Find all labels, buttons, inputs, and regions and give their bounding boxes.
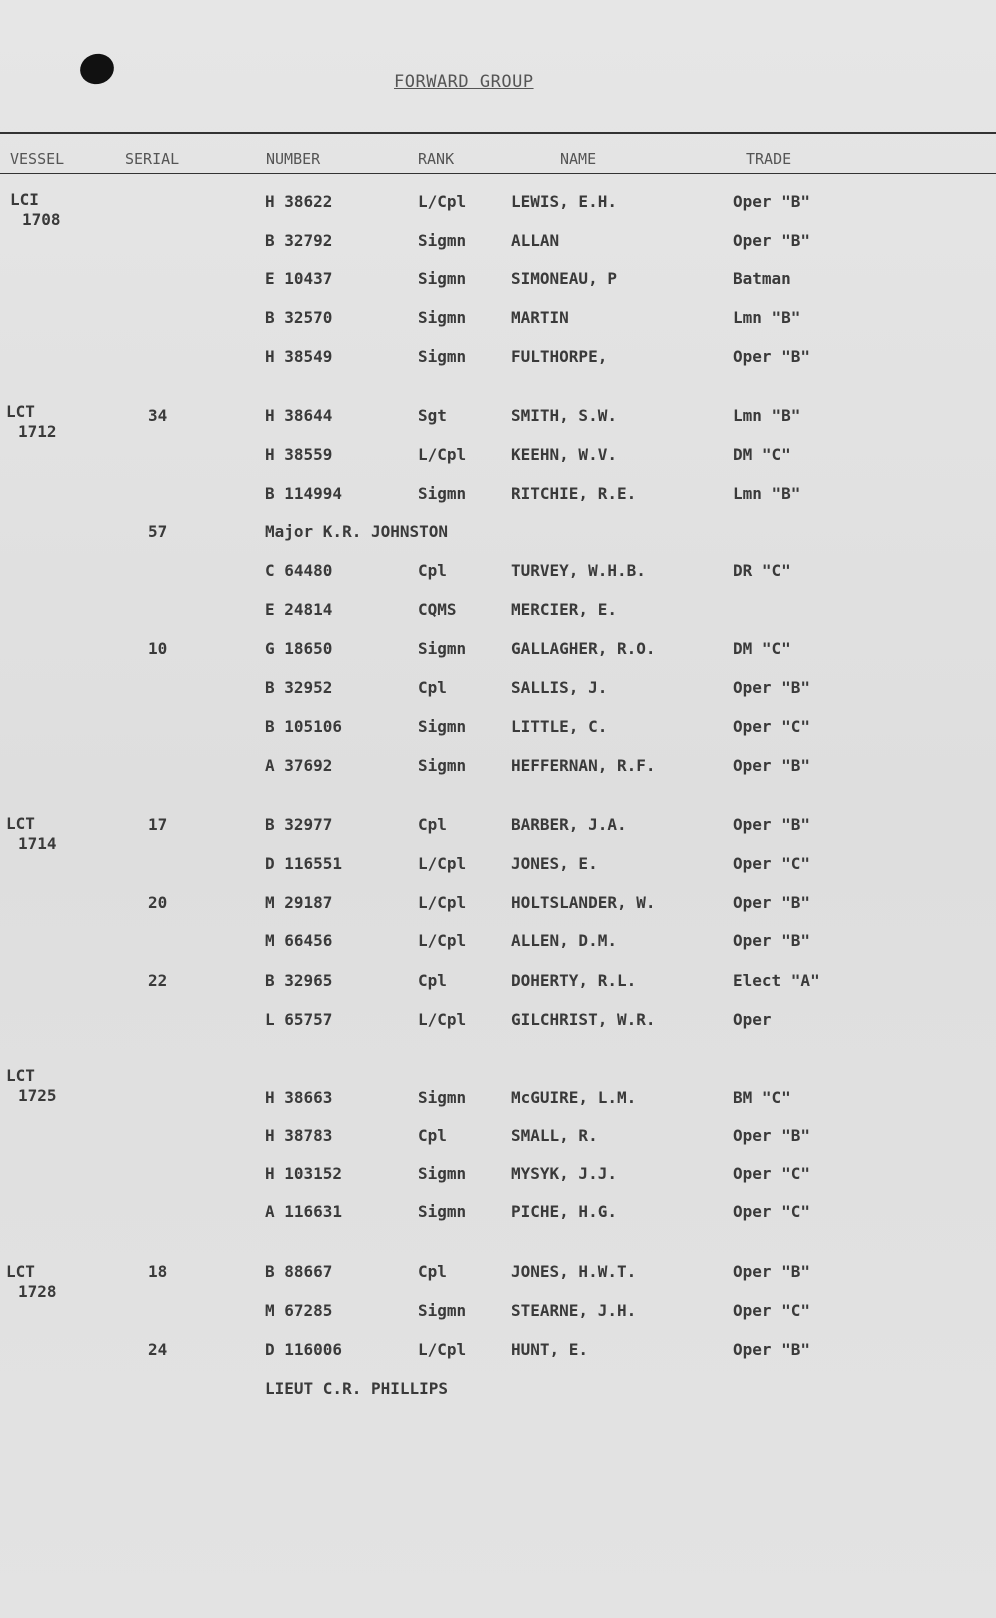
cell-trade: Oper "B" xyxy=(733,678,811,697)
cell-trade: Oper "C" xyxy=(733,1202,811,1221)
cell-name: McGUIRE, L.M. xyxy=(511,1088,637,1107)
cell-name: RITCHIE, R.E. xyxy=(511,484,637,503)
cell-number: H 38559 xyxy=(265,445,333,464)
cell-serial: 17 xyxy=(148,815,168,834)
cell-note: Major K.R. JOHNSTON xyxy=(265,522,449,541)
cell-name: STEARNE, J.H. xyxy=(511,1301,637,1320)
cell-rank: Sigmn xyxy=(418,1164,467,1183)
cell-rank: Sigmn xyxy=(418,231,467,250)
cell-name: MYSYK, J.J. xyxy=(511,1164,617,1183)
cell-name: KEEHN, W.V. xyxy=(511,445,617,464)
cell-name: SIMONEAU, P xyxy=(511,269,617,288)
cell-number: B 32977 xyxy=(265,815,333,834)
cell-trade: Oper "B" xyxy=(733,231,811,250)
header-rule xyxy=(0,132,996,134)
punch-hole xyxy=(77,50,118,88)
cell-serial: 24 xyxy=(148,1340,168,1359)
cell-serial: 10 xyxy=(148,639,168,658)
cell-serial: 34 xyxy=(148,406,168,425)
cell-name: ALLEN, D.M. xyxy=(511,931,617,950)
cell-number: M 29187 xyxy=(265,893,333,912)
cell-trade: Batman xyxy=(733,269,791,288)
column-header-trade: TRADE xyxy=(746,150,792,168)
column-header-name: NAME xyxy=(560,150,597,168)
vessel-label xyxy=(10,190,61,230)
cell-rank: L/Cpl xyxy=(418,1010,467,1029)
cell-name: HOLTSLANDER, W. xyxy=(511,893,656,912)
column-header-rank: RANK xyxy=(418,150,455,168)
vessel-label xyxy=(6,1262,57,1302)
cell-trade: Oper "C" xyxy=(733,1301,811,1320)
cell-rank: Sigmn xyxy=(418,1301,467,1320)
cell-trade: BM "C" xyxy=(733,1088,791,1107)
column-header-rule xyxy=(0,173,996,174)
cell-rank: L/Cpl xyxy=(418,854,467,873)
cell-rank: Sigmn xyxy=(418,269,467,288)
cell-number: H 38644 xyxy=(265,406,333,425)
vessel-type: LCT xyxy=(6,402,35,421)
cell-trade: Oper "B" xyxy=(733,1340,811,1359)
cell-number: M 67285 xyxy=(265,1301,333,1320)
cell-number: A 37692 xyxy=(265,756,333,775)
cell-name: PICHE, H.G. xyxy=(511,1202,617,1221)
cell-trade: DM "C" xyxy=(733,639,791,658)
cell-trade: DM "C" xyxy=(733,445,791,464)
cell-trade: Oper "C" xyxy=(733,1164,811,1183)
cell-rank: Cpl xyxy=(418,678,447,697)
cell-number: G 18650 xyxy=(265,639,333,658)
cell-number: D 116551 xyxy=(265,854,343,873)
cell-number: B 114994 xyxy=(265,484,343,503)
cell-number: H 38663 xyxy=(265,1088,333,1107)
cell-rank: L/Cpl xyxy=(418,445,467,464)
cell-rank: Cpl xyxy=(418,1262,447,1281)
cell-rank: Sigmn xyxy=(418,717,467,736)
cell-name: LEWIS, E.H. xyxy=(511,192,617,211)
cell-number: B 32965 xyxy=(265,971,333,990)
cell-rank: Cpl xyxy=(418,815,447,834)
cell-trade: Oper "C" xyxy=(733,717,811,736)
cell-rank: Cpl xyxy=(418,1126,447,1145)
cell-name: SMALL, R. xyxy=(511,1126,598,1145)
vessel-type: LCT xyxy=(6,1262,35,1281)
vessel-label xyxy=(6,1066,57,1106)
cell-number: A 116631 xyxy=(265,1202,343,1221)
cell-note: LIEUT C.R. PHILLIPS xyxy=(265,1379,449,1398)
cell-name: HUNT, E. xyxy=(511,1340,589,1359)
cell-name: JONES, H.W.T. xyxy=(511,1262,637,1281)
cell-rank: L/Cpl xyxy=(418,1340,467,1359)
cell-trade: Oper "B" xyxy=(733,1126,811,1145)
column-header-number: NUMBER xyxy=(266,150,321,168)
cell-name: GALLAGHER, R.O. xyxy=(511,639,656,658)
cell-name: ALLAN xyxy=(511,231,560,250)
cell-rank: Sigmn xyxy=(418,1202,467,1221)
cell-trade: Oper "B" xyxy=(733,1262,811,1281)
cell-number: B 32792 xyxy=(265,231,333,250)
cell-rank: Sigmn xyxy=(418,347,467,366)
cell-trade: Oper xyxy=(733,1010,772,1029)
cell-rank: Sigmn xyxy=(418,1088,467,1107)
cell-number: C 64480 xyxy=(265,561,333,580)
cell-trade: Elect "A" xyxy=(733,971,820,990)
cell-trade: Oper "B" xyxy=(733,756,811,775)
cell-rank: L/Cpl xyxy=(418,893,467,912)
cell-number: B 32952 xyxy=(265,678,333,697)
vessel-label xyxy=(6,402,57,442)
vessel-number: 1712 xyxy=(18,422,57,441)
cell-number: M 66456 xyxy=(265,931,333,950)
cell-rank: Sigmn xyxy=(418,639,467,658)
document-title: FORWARD GROUP xyxy=(394,72,534,92)
cell-name: BARBER, J.A. xyxy=(511,815,627,834)
cell-serial: 22 xyxy=(148,971,168,990)
cell-number: L 65757 xyxy=(265,1010,333,1029)
cell-name: HEFFERNAN, R.F. xyxy=(511,756,656,775)
cell-name: MARTIN xyxy=(511,308,569,327)
cell-number: B 32570 xyxy=(265,308,333,327)
cell-name: FULTHORPE, xyxy=(511,347,608,366)
cell-number: H 38783 xyxy=(265,1126,333,1145)
cell-number: H 38622 xyxy=(265,192,333,211)
cell-name: SALLIS, J. xyxy=(511,678,608,697)
cell-trade: Lmn "B" xyxy=(733,308,801,327)
vessel-label xyxy=(6,814,57,854)
column-header-vessel: VESSEL xyxy=(10,150,65,168)
cell-trade: Oper "B" xyxy=(733,931,811,950)
cell-number: B 105106 xyxy=(265,717,343,736)
cell-trade: Lmn "B" xyxy=(733,484,801,503)
cell-rank: CQMS xyxy=(418,600,457,619)
cell-rank: Sigmn xyxy=(418,308,467,327)
vessel-type: LCT xyxy=(6,1066,35,1085)
cell-serial: 57 xyxy=(148,522,168,541)
cell-name: LITTLE, C. xyxy=(511,717,608,736)
cell-name: JONES, E. xyxy=(511,854,598,873)
cell-name: TURVEY, W.H.B. xyxy=(511,561,646,580)
cell-trade: Oper "B" xyxy=(733,192,811,211)
cell-trade: Oper "B" xyxy=(733,893,811,912)
cell-name: DOHERTY, R.L. xyxy=(511,971,637,990)
cell-trade: Oper "B" xyxy=(733,815,811,834)
cell-serial: 20 xyxy=(148,893,168,912)
vessel-number: 1725 xyxy=(18,1086,57,1105)
cell-number: B 88667 xyxy=(265,1262,333,1281)
cell-trade: Oper "B" xyxy=(733,347,811,366)
cell-trade: Oper "C" xyxy=(733,854,811,873)
cell-rank: Cpl xyxy=(418,561,447,580)
cell-trade: Lmn "B" xyxy=(733,406,801,425)
cell-name: MERCIER, E. xyxy=(511,600,617,619)
cell-rank: L/Cpl xyxy=(418,931,467,950)
cell-number: D 116006 xyxy=(265,1340,343,1359)
cell-rank: Cpl xyxy=(418,971,447,990)
cell-trade: DR "C" xyxy=(733,561,791,580)
vessel-number: 1708 xyxy=(22,210,61,229)
vessel-number: 1728 xyxy=(18,1282,57,1301)
cell-rank: L/Cpl xyxy=(418,192,467,211)
cell-number: H 103152 xyxy=(265,1164,343,1183)
cell-number: E 24814 xyxy=(265,600,333,619)
vessel-type: LCI xyxy=(10,190,39,209)
cell-rank: Sigmn xyxy=(418,756,467,775)
cell-name: GILCHRIST, W.R. xyxy=(511,1010,656,1029)
cell-rank: Sigmn xyxy=(418,484,467,503)
cell-number: E 10437 xyxy=(265,269,333,288)
vessel-type: LCT xyxy=(6,814,35,833)
cell-serial: 18 xyxy=(148,1262,168,1281)
cell-name: SMITH, S.W. xyxy=(511,406,617,425)
vessel-number: 1714 xyxy=(18,834,57,853)
column-header-serial: SERIAL xyxy=(125,150,180,168)
cell-rank: Sgt xyxy=(418,406,447,425)
cell-number: H 38549 xyxy=(265,347,333,366)
